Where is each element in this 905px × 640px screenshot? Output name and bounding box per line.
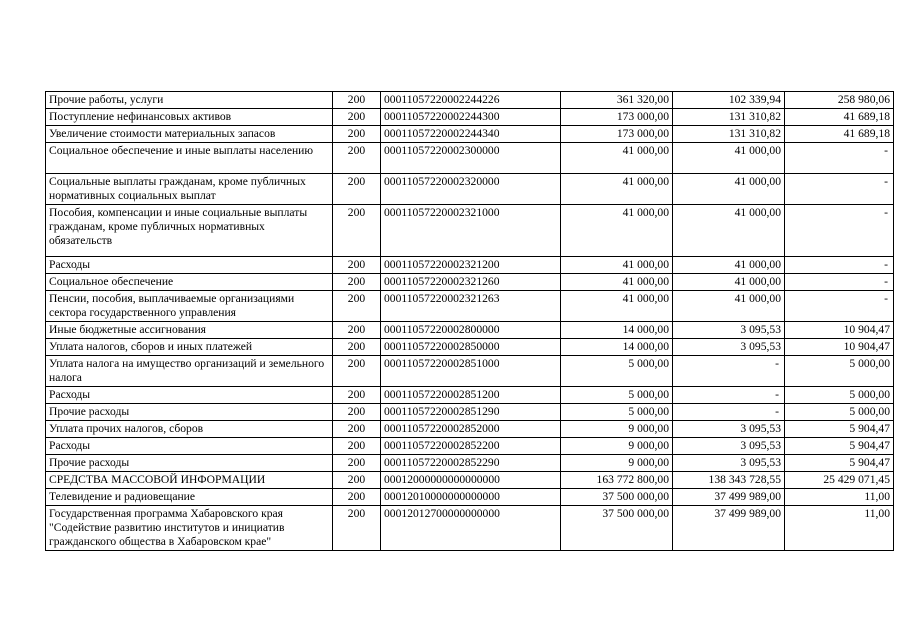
row-executed-cell: 41 000,00	[673, 174, 785, 205]
row-code-cell: 200	[333, 92, 381, 109]
row-executed-cell: 41 000,00	[673, 291, 785, 322]
row-code-cell: 200	[333, 489, 381, 506]
row-kbk-cell: 00011057220002851000	[381, 356, 561, 387]
row-code-cell: 200	[333, 455, 381, 472]
row-kbk-cell: 00011057220002852000	[381, 421, 561, 438]
table-row	[46, 506, 894, 551]
row-kbk-cell: 00011057220002244226	[381, 92, 561, 109]
row-approved-cell: 14 000,00	[561, 339, 673, 356]
row-approved-cell: 41 000,00	[561, 174, 673, 205]
row-executed-cell: -	[673, 387, 785, 404]
row-name-cell: Расходы	[46, 438, 333, 455]
row-remaining-cell: 5 904,47	[785, 421, 894, 438]
row-approved-cell: 37 500 000,00	[561, 489, 673, 506]
row-executed-cell: 138 343 728,55	[673, 472, 785, 489]
row-code-cell: 200	[333, 126, 381, 143]
table-body	[46, 92, 894, 551]
row-approved-cell: 9 000,00	[561, 455, 673, 472]
row-approved-cell: 173 000,00	[561, 126, 673, 143]
row-remaining-cell: 5 000,00	[785, 404, 894, 421]
row-kbk-cell: 00011057220002244340	[381, 126, 561, 143]
row-remaining-cell: 5 000,00	[785, 356, 894, 387]
row-code-cell: 200	[333, 404, 381, 421]
row-remaining-cell: 10 904,47	[785, 339, 894, 356]
row-name-cell: Уплата налогов, сборов и иных платежей	[46, 339, 333, 356]
row-kbk-cell: 00011057220002244300	[381, 109, 561, 126]
table-row	[46, 489, 894, 506]
row-executed-cell: 37 499 989,00	[673, 506, 785, 551]
row-approved-cell: 163 772 800,00	[561, 472, 673, 489]
row-executed-cell: 3 095,53	[673, 339, 785, 356]
row-kbk-cell: 00011057220002320000	[381, 174, 561, 205]
row-executed-cell: 41 000,00	[673, 205, 785, 257]
row-name-cell: Прочие работы, услуги	[46, 92, 333, 109]
table-row	[46, 109, 894, 126]
row-name-cell: Прочие расходы	[46, 404, 333, 421]
row-remaining-cell: 5 000,00	[785, 387, 894, 404]
row-approved-cell: 41 000,00	[561, 274, 673, 291]
row-executed-cell: 3 095,53	[673, 421, 785, 438]
row-executed-cell: -	[673, 404, 785, 421]
row-approved-cell: 9 000,00	[561, 421, 673, 438]
table-row	[46, 174, 894, 205]
table-row	[46, 438, 894, 455]
row-approved-cell: 41 000,00	[561, 291, 673, 322]
row-code-cell: 200	[333, 472, 381, 489]
row-kbk-cell: 00011057220002851200	[381, 387, 561, 404]
table-row	[46, 126, 894, 143]
row-executed-cell: 3 095,53	[673, 455, 785, 472]
row-code-cell: 200	[333, 387, 381, 404]
table-row	[46, 205, 894, 257]
table-row	[46, 356, 894, 387]
row-name-cell: СРЕДСТВА МАССОВОЙ ИНФОРМАЦИИ	[46, 472, 333, 489]
row-name-cell: Социальные выплаты гражданам, кроме публичных нормативных социальных выплат	[46, 174, 333, 205]
table-row	[46, 92, 894, 109]
row-kbk-cell: 00011057220002321200	[381, 257, 561, 274]
row-kbk-cell: 00011057220002850000	[381, 339, 561, 356]
row-kbk-cell: 00011057220002321263	[381, 291, 561, 322]
row-remaining-cell: -	[785, 205, 894, 257]
row-code-cell: 200	[333, 291, 381, 322]
row-approved-cell: 41 000,00	[561, 143, 673, 174]
row-code-cell: 200	[333, 421, 381, 438]
row-executed-cell: 131 310,82	[673, 109, 785, 126]
row-remaining-cell: 10 904,47	[785, 322, 894, 339]
row-kbk-cell: 00011057220002852200	[381, 438, 561, 455]
row-code-cell: 200	[333, 257, 381, 274]
table-row	[46, 472, 894, 489]
row-name-cell: Прочие расходы	[46, 455, 333, 472]
row-executed-cell: 131 310,82	[673, 126, 785, 143]
budget-execution-table	[45, 91, 894, 551]
row-name-cell: Социальное обеспечение	[46, 274, 333, 291]
row-remaining-cell: 5 904,47	[785, 438, 894, 455]
row-approved-cell: 5 000,00	[561, 356, 673, 387]
row-kbk-cell: 00011057220002321000	[381, 205, 561, 257]
row-code-cell: 200	[333, 174, 381, 205]
row-kbk-cell: 00011057220002852290	[381, 455, 561, 472]
table-row	[46, 387, 894, 404]
row-approved-cell: 9 000,00	[561, 438, 673, 455]
row-remaining-cell: 5 904,47	[785, 455, 894, 472]
row-kbk-cell: 00011057220002321260	[381, 274, 561, 291]
row-name-cell: Уплата налога на имущество организаций и земельного налога	[46, 356, 333, 387]
row-approved-cell: 37 500 000,00	[561, 506, 673, 551]
row-executed-cell: 3 095,53	[673, 438, 785, 455]
row-name-cell: Расходы	[46, 387, 333, 404]
row-name-cell: Уплата прочих налогов, сборов	[46, 421, 333, 438]
row-executed-cell: 41 000,00	[673, 274, 785, 291]
row-name-cell: Пенсии, пособия, выплачиваемые организациями сектора государственного управления	[46, 291, 333, 322]
row-executed-cell: 3 095,53	[673, 322, 785, 339]
table-row	[46, 421, 894, 438]
table-row	[46, 339, 894, 356]
row-remaining-cell: -	[785, 274, 894, 291]
row-code-cell: 200	[333, 205, 381, 257]
row-kbk-cell: 00011057220002300000	[381, 143, 561, 174]
row-executed-cell: 41 000,00	[673, 257, 785, 274]
row-remaining-cell: -	[785, 257, 894, 274]
row-approved-cell: 173 000,00	[561, 109, 673, 126]
row-name-cell: Расходы	[46, 257, 333, 274]
row-executed-cell: 102 339,94	[673, 92, 785, 109]
row-approved-cell: 41 000,00	[561, 257, 673, 274]
row-code-cell: 200	[333, 143, 381, 174]
row-name-cell: Телевидение и радиовещание	[46, 489, 333, 506]
row-code-cell: 200	[333, 109, 381, 126]
row-code-cell: 200	[333, 274, 381, 291]
row-remaining-cell: -	[785, 291, 894, 322]
table-row	[46, 143, 894, 174]
table-row	[46, 455, 894, 472]
row-remaining-cell: 258 980,06	[785, 92, 894, 109]
row-kbk-cell: 00011057220002851290	[381, 404, 561, 421]
row-kbk-cell: 00012012700000000000	[381, 506, 561, 551]
row-name-cell: Поступление нефинансовых активов	[46, 109, 333, 126]
row-approved-cell: 14 000,00	[561, 322, 673, 339]
row-remaining-cell: -	[785, 174, 894, 205]
row-code-cell: 200	[333, 506, 381, 551]
row-approved-cell: 41 000,00	[561, 205, 673, 257]
row-approved-cell: 5 000,00	[561, 387, 673, 404]
row-remaining-cell: 11,00	[785, 489, 894, 506]
row-name-cell: Пособия, компенсации и иные социальные выплаты гражданам, кроме публичных нормативных обязательств	[46, 205, 333, 257]
table-row	[46, 291, 894, 322]
row-remaining-cell: 41 689,18	[785, 109, 894, 126]
row-name-cell: Социальное обеспечение и иные выплаты населению	[46, 143, 333, 174]
row-code-cell: 200	[333, 339, 381, 356]
table-row	[46, 257, 894, 274]
row-kbk-cell: 00012000000000000000	[381, 472, 561, 489]
row-executed-cell: 41 000,00	[673, 143, 785, 174]
table-row	[46, 322, 894, 339]
row-remaining-cell: -	[785, 143, 894, 174]
row-approved-cell: 5 000,00	[561, 404, 673, 421]
row-name-cell: Увеличение стоимости материальных запасов	[46, 126, 333, 143]
row-name-cell: Иные бюджетные ассигнования	[46, 322, 333, 339]
row-remaining-cell: 25 429 071,45	[785, 472, 894, 489]
row-code-cell: 200	[333, 356, 381, 387]
row-executed-cell: 37 499 989,00	[673, 489, 785, 506]
row-code-cell: 200	[333, 322, 381, 339]
row-executed-cell: -	[673, 356, 785, 387]
row-kbk-cell: 00012010000000000000	[381, 489, 561, 506]
table-row	[46, 404, 894, 421]
row-kbk-cell: 00011057220002800000	[381, 322, 561, 339]
row-remaining-cell: 41 689,18	[785, 126, 894, 143]
row-name-cell: Государственная программа Хабаровского края "Содействие развитию институтов и инициатив гражданского общества в Хабаровском крае"	[46, 506, 333, 551]
row-code-cell: 200	[333, 438, 381, 455]
row-approved-cell: 361 320,00	[561, 92, 673, 109]
row-remaining-cell: 11,00	[785, 506, 894, 551]
table-row	[46, 274, 894, 291]
